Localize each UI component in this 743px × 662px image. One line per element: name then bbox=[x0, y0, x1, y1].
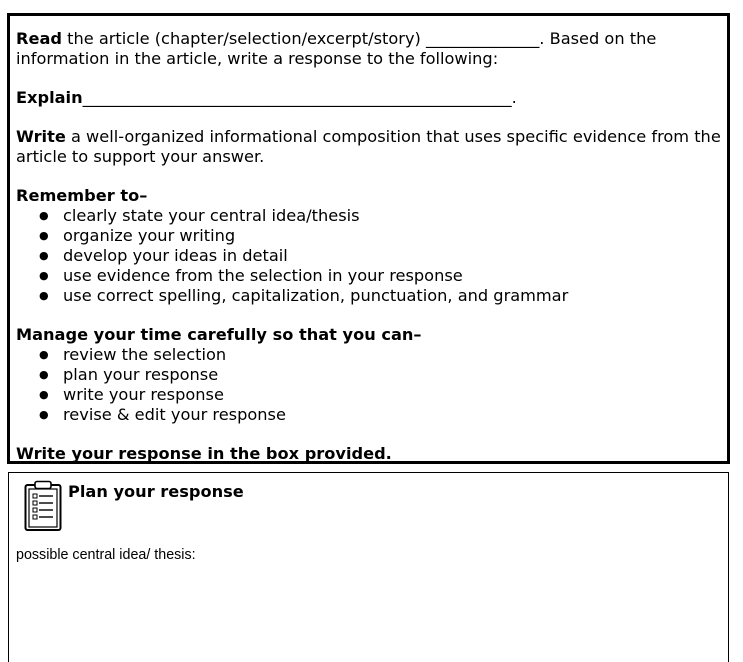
list-item: ● develop your ideas in detail bbox=[16, 246, 721, 266]
manage-list bbox=[16, 345, 721, 425]
write-instruction bbox=[16, 127, 721, 167]
explain-blank: _____________________________________________________. bbox=[82, 88, 517, 107]
remember-heading: Remember to– bbox=[16, 186, 148, 205]
list-item: ● use evidence from the selection in your response bbox=[16, 266, 721, 286]
closing-instruction: Write your response in the box provided. bbox=[16, 444, 392, 463]
list-item: ● write your response bbox=[16, 385, 721, 405]
write-label: Write bbox=[16, 127, 66, 146]
clipboard-icon bbox=[24, 480, 62, 532]
list-item: ● organize your writing bbox=[16, 226, 721, 246]
read-label: Read bbox=[16, 29, 62, 48]
write-text: a well-organized informational composition that uses specific evidence from the article to support your answer. bbox=[16, 127, 721, 166]
list-item: ● plan your response bbox=[16, 365, 721, 385]
manage-heading: Manage your time carefully so that you can– bbox=[16, 325, 422, 344]
read-text: the article (chapter/selection/excerpt/story) ______________. Based on the information in the article, write a response to the following: bbox=[16, 29, 657, 68]
explain-instruction bbox=[16, 88, 721, 108]
remember-list bbox=[16, 206, 721, 306]
writing-prompt-box bbox=[7, 13, 730, 464]
read-instruction bbox=[16, 29, 721, 69]
plan-response-box bbox=[8, 472, 729, 662]
list-item: ● review the selection bbox=[16, 345, 721, 365]
plan-title: Plan your response bbox=[68, 482, 244, 501]
list-item: ● use correct spelling, capitalization, punctuation, and grammar bbox=[16, 286, 721, 306]
list-item: ● clearly state your central idea/thesis bbox=[16, 206, 721, 226]
explain-label: Explain bbox=[16, 88, 83, 107]
central-idea-field-label: possible central idea/ thesis: bbox=[16, 547, 196, 563]
list-item: ● revise & edit your response bbox=[16, 405, 721, 425]
